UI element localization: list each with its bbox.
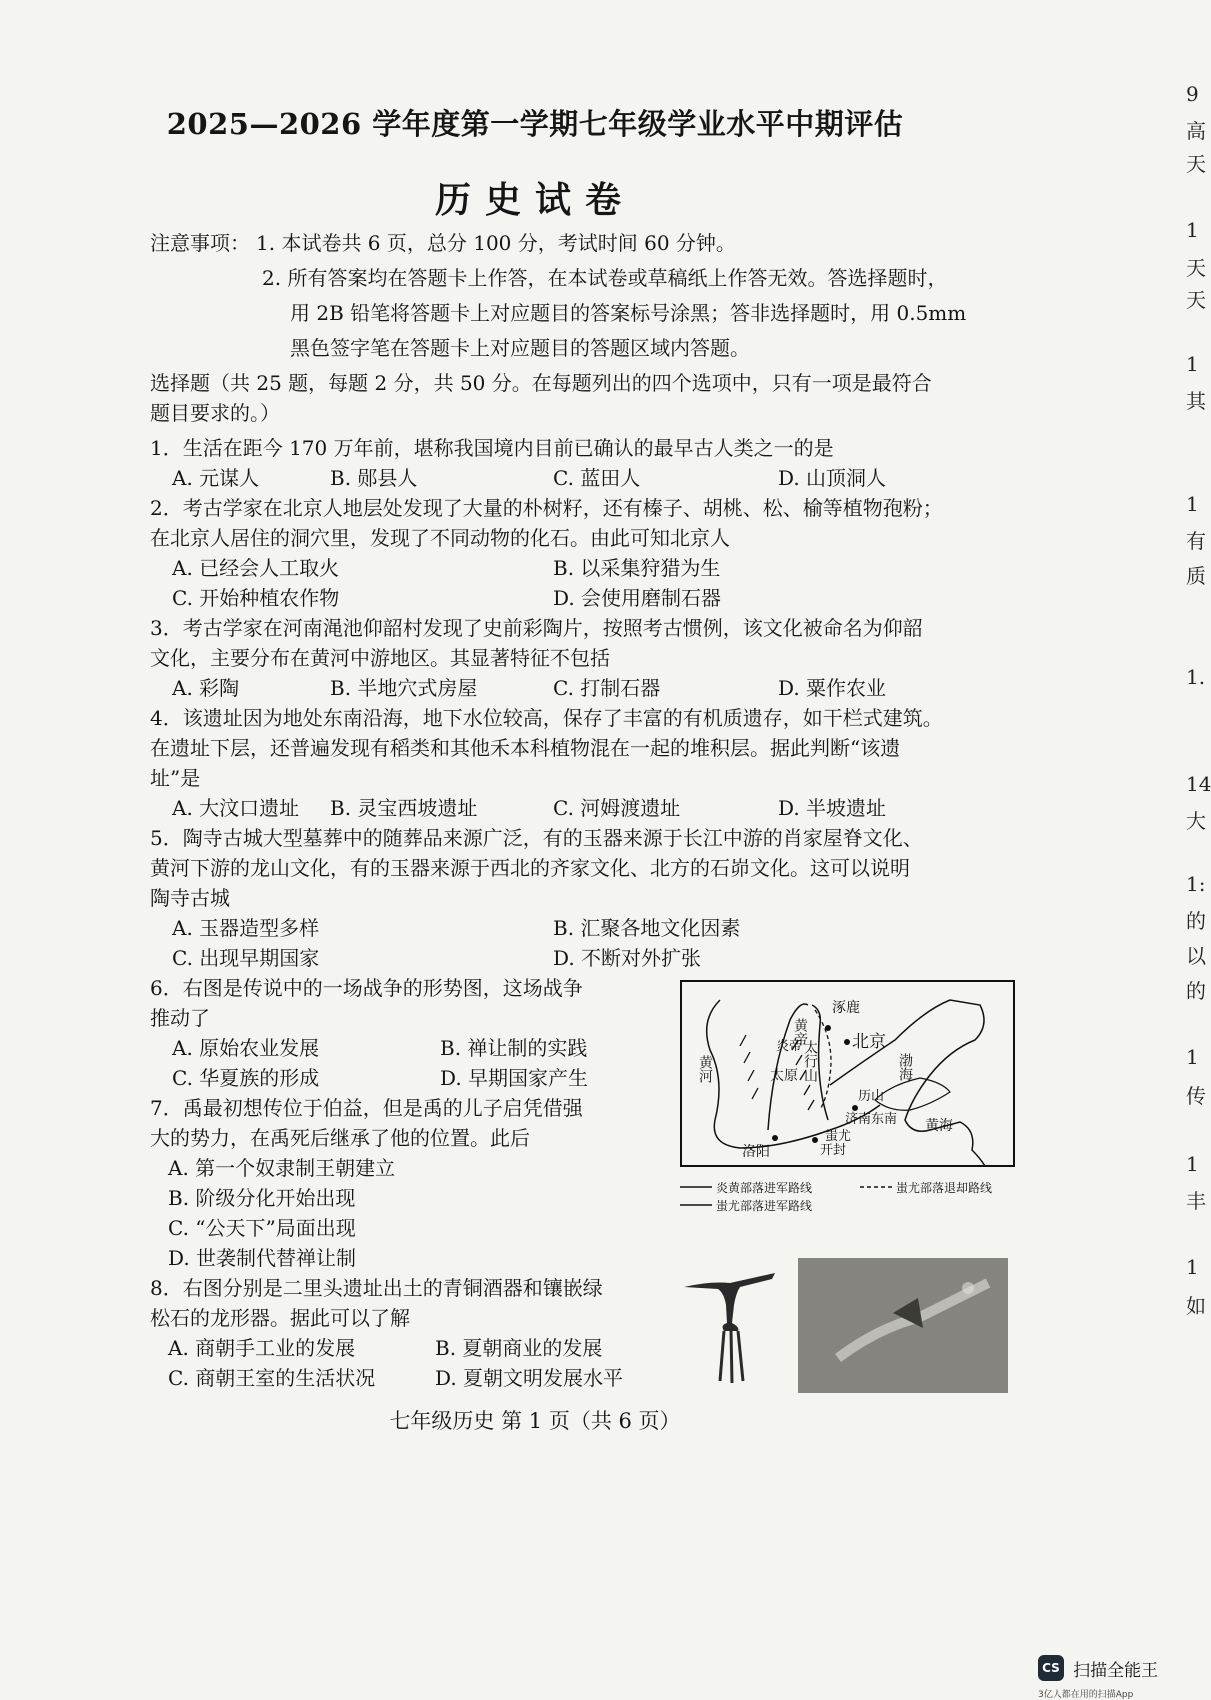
map-label-lishan: 历山 [858,1089,885,1104]
map-label-kaifeng: 开封 [820,1143,847,1158]
question-4-option-a[interactable]: A. 大汶口遗址 [172,796,300,820]
adjacent-page-char: 1 [1186,218,1199,242]
question-6-option-d[interactable]: D. 早期国家产生 [440,1066,589,1090]
scanner-logo-icon: CS [1038,1655,1064,1681]
map-legend-chiyou-advance: 蚩尤部落进军路线 [716,1199,813,1213]
question-4-option-b[interactable]: B. 灵宝西坡遗址 [330,796,478,820]
adjacent-page-char: 天 [1186,288,1206,312]
map-luoyang-marker [772,1135,778,1141]
question-7-option-b[interactable]: B. 阶级分化开始出现 [168,1186,356,1210]
question-3-option-c[interactable]: C. 打制石器 [553,676,661,700]
map-zhuolu-marker [825,1025,831,1031]
question-6-option-b[interactable]: B. 禅让制的实践 [440,1036,588,1060]
question-6-option-c[interactable]: C. 华夏族的形成 [172,1066,320,1090]
adjacent-page-char: 1 [1186,492,1199,516]
notice-item-2-line-2: 用 2B 铅笔将答题卡上对应题目的答案标号涂黑；答非选择题时，用 0.5mm [290,301,967,325]
question-6-option-a[interactable]: A. 原始农业发展 [172,1036,320,1060]
question-2-option-d[interactable]: D. 会使用磨制石器 [553,586,722,610]
question-2-option-c[interactable]: C. 开始种植农作物 [172,586,340,610]
question-7-stem-line-1: 7．禹最初想传位于伯益，但是禹的儿子启凭借强 [150,1096,583,1120]
adjacent-page-char: 以 [1186,944,1206,968]
question-1-option-a[interactable]: A. 元谋人 [172,466,260,490]
question-6-stem-line-1: 6．右图是传说中的一场战争的形势图，这场战争 [150,976,583,1000]
map-label-huanghai: 黄海 [925,1118,953,1134]
adjacent-page-char: 天 [1186,256,1206,280]
adjacent-page-char: 1 [1186,1152,1199,1176]
question-3-stem-line-1: 3．考古学家在河南渑池仰韶村发现了史前彩陶片，按照考古惯例，该文化被命名为仰韶 [150,616,923,640]
adjacent-page-char: 天 [1186,152,1206,176]
adjacent-page-char: 14 [1186,772,1211,796]
battle-situation-map [680,980,1015,1215]
question-5-stem-line-1: 5．陶寺古城大型墓葬中的随葬品来源广泛，有的玉器来源于长江中游的肖家屋脊文化、 [150,826,923,850]
map-beijing-marker [844,1039,850,1045]
question-6-stem-line-2: 推动了 [150,1006,210,1030]
exam-subject-title: 历史试卷 [434,179,635,221]
adjacent-page-char: 如 [1186,1294,1206,1318]
question-8-option-d[interactable]: D. 夏朝文明发展水平 [435,1366,624,1390]
adjacent-page-char: 的 [1186,909,1206,933]
map-legend-yanhuang-advance: 炎黄部落进军路线 [716,1181,813,1195]
question-3-option-a[interactable]: A. 彩陶 [172,676,240,700]
adjacent-page-char: 丰 [1186,1189,1206,1213]
map-label-huangdi: 黄帝 [792,1018,808,1046]
question-2-stem-line-1: 2．考古学家在北京人地层处发现了大量的朴树籽，还有榛子、胡桃、松、榆等植物孢粉； [150,496,943,520]
adjacent-page-char: 高 [1186,119,1206,143]
section-instructions-line-2: 题目要求的。） [150,401,280,425]
question-3-option-b[interactable]: B. 半地穴式房屋 [330,676,478,700]
notice-item-2-line-1: 2. 所有答案均在答题卡上作答，在本试卷或草稿纸上作答无效。答选择题时， [262,266,948,290]
question-8-option-c[interactable]: C. 商朝王室的生活状况 [168,1366,376,1390]
question-7-option-c[interactable]: C. “公天下”局面出现 [168,1216,356,1240]
map-label-bohai: 渤海 [897,1053,913,1081]
question-5-option-a[interactable]: A. 玉器造型多样 [172,916,320,940]
adjacent-page-char: 的 [1186,979,1206,1003]
map-label-jinan: 济南东南 [845,1112,898,1127]
notice-item-2-line-3: 黑色签字笔在答题卡上对应题目的答题区域内答题。 [290,336,750,360]
exam-title: 2025—2026 学年度第一学期七年级学业水平中期评估 [166,107,904,141]
question-1-option-d[interactable]: D. 山顶洞人 [778,466,887,490]
question-4-stem-line-2: 在遗址下层，还普遍发现有稻类和其他禾本科植物混在一起的堆积层。据此判断“该遗 [150,736,901,760]
question-5-option-d[interactable]: D. 不断对外扩张 [553,946,702,970]
map-label-yandi: 炎帝 [776,1039,803,1054]
adjacent-page-char: 有 [1186,529,1206,553]
question-5-option-c[interactable]: C. 出现早期国家 [172,946,320,970]
adjacent-page-char: 1 [1186,1255,1199,1279]
question-5-option-b[interactable]: B. 汇聚各地文化因素 [553,916,741,940]
bronze-wine-vessel-image [680,1265,782,1385]
question-7-option-a[interactable]: A. 第一个奴隶制王朝建立 [168,1156,396,1180]
map-label-taiyuan: 太原 [770,1068,798,1084]
map-label-zhuolu: 涿鹿 [832,1000,860,1016]
notice-label: 注意事项： [150,231,250,255]
question-8-stem-line-1: 8．右图分别是二里头遗址出土的青铜酒器和镶嵌绿 [150,1276,603,1300]
scanner-watermark [1038,1655,1159,1700]
adjacent-page-char: 1. [1186,665,1206,689]
adjacent-page-char: 1 [1186,1045,1199,1069]
adjacent-page-char: 其 [1186,389,1206,413]
adjacent-page-char: 1 [1186,352,1199,376]
question-8-stem-line-2: 松石的龙形器。据此可以了解 [150,1306,410,1330]
turquoise-dragon-artifact-photo [798,1258,1008,1393]
question-1-option-b[interactable]: B. 郧县人 [330,466,418,490]
question-2-stem-line-2: 在北京人居住的洞穴里，发现了不同动物的化石。由此可知北京人 [150,526,730,550]
adjacent-page-char: 传 [1186,1084,1206,1108]
page-footer: 七年级历史 第 1 页（共 6 页） [389,1409,681,1433]
scanner-tagline: 3亿人都在用的扫描App [1038,1690,1134,1700]
section-instructions-line-1: 选择题（共 25 题，每题 2 分，共 50 分。在每题列出的四个选项中，只有一项是最符合 [150,371,932,395]
map-kaifeng-marker [812,1137,818,1143]
adjacent-page-char: 质 [1186,564,1206,588]
question-3-stem-line-2: 文化，主要分布在黄河中游地区。其显著特征不包括 [150,646,610,670]
map-label-chiyou: 蚩尤 [825,1129,852,1144]
question-5-stem-line-2: 黄河下游的龙山文化，有的玉器来源于西北的齐家文化、北方的石峁文化。这可以说明 [150,856,910,880]
question-2-option-a[interactable]: A. 已经会人工取火 [172,556,340,580]
question-8-option-b[interactable]: B. 夏朝商业的发展 [435,1336,603,1360]
notice-item-1: 1. 本试卷共 6 页，总分 100 分，考试时间 60 分钟。 [256,231,736,255]
adjacent-page-char: 9 [1186,82,1199,106]
map-label-luoyang: 洛阳 [742,1144,770,1160]
question-4-option-c[interactable]: C. 河姆渡遗址 [553,796,681,820]
question-3-option-d[interactable]: D. 粟作农业 [778,676,887,700]
adjacent-page-char: 大 [1186,809,1206,833]
question-2-option-b[interactable]: B. 以采集狩猎为生 [553,556,721,580]
map-legend-chiyou-retreat: 蚩尤部落退却路线 [896,1181,993,1195]
question-5-stem-line-3: 陶寺古城 [150,886,230,910]
question-4-option-d[interactable]: D. 半坡遗址 [778,796,887,820]
question-7-option-d[interactable]: D. 世袭制代替禅让制 [168,1246,357,1270]
scanner-app-name: 扫描全能王 [1073,1660,1159,1681]
map-label-beijing: 北京 [852,1032,886,1052]
map-jinan-marker [852,1105,858,1111]
question-1-stem: 1．生活在距今 170 万年前，堪称我国境内目前已确认的最早古人类之一的是 [150,436,834,460]
question-4-stem-line-1: 4．该遗址因为地处东南沿海，地下水位较高，保存了丰富的有机质遗存，如干栏式建筑。 [150,706,943,730]
question-8-option-a[interactable]: A. 商朝手工业的发展 [168,1336,356,1360]
map-label-huanghe: 黄河 [697,1055,713,1083]
question-7-stem-line-2: 大的势力，在禹死后继承了他的位置。此后 [150,1126,530,1150]
map-label-taihang: 太行山 [802,1040,818,1082]
question-1-option-c[interactable]: C. 蓝田人 [553,466,641,490]
adjacent-page-char: 1: [1186,872,1206,896]
question-4-stem-line-3: 址”是 [150,766,201,790]
